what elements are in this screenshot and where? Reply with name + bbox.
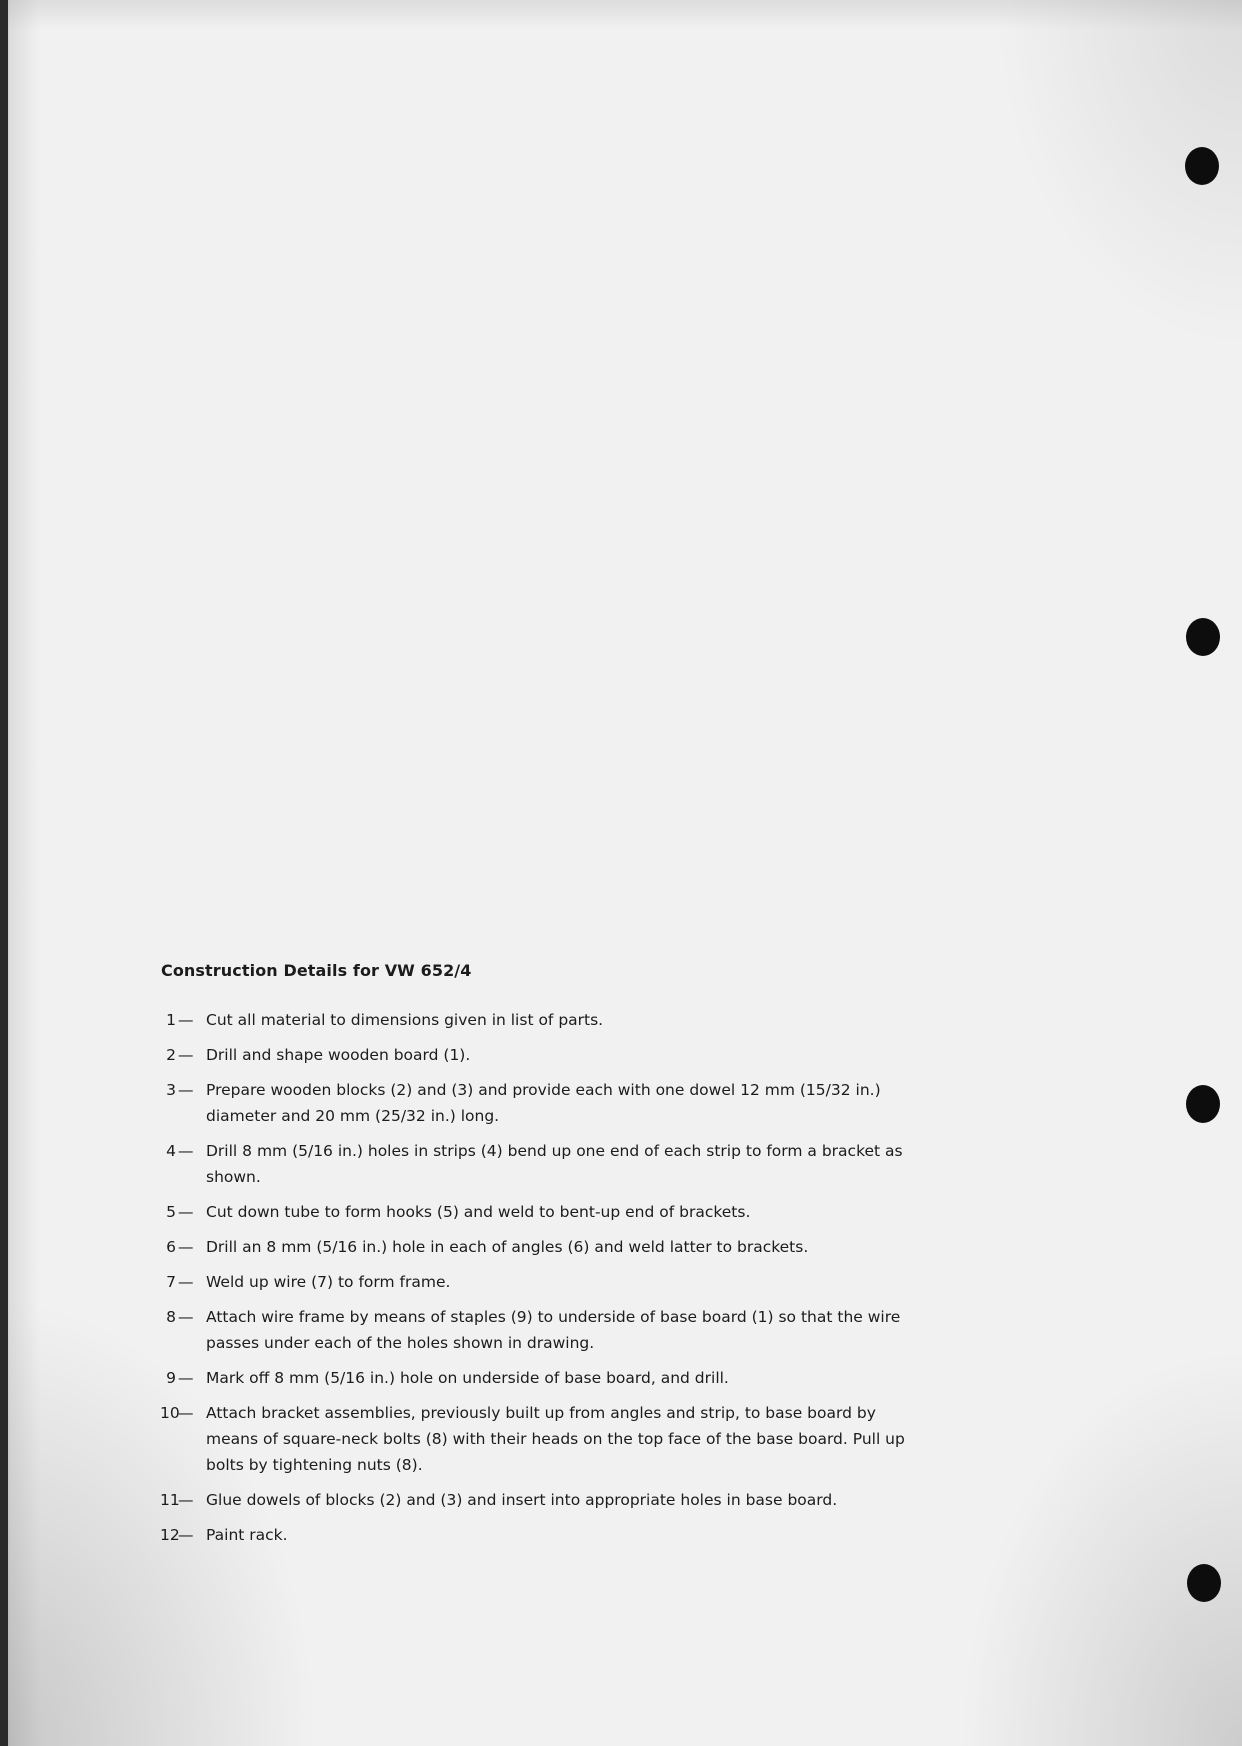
punch-hole-bottom [1187, 1564, 1221, 1602]
step-number-value: 9 [166, 1369, 176, 1387]
list-item [160, 1234, 920, 1260]
step-number [160, 1042, 206, 1068]
step-number-value: 8 [166, 1308, 176, 1326]
list-item [160, 1138, 920, 1190]
list-item [160, 1269, 920, 1295]
scan-edge-shadow [0, 0, 8, 1746]
step-number [160, 1522, 206, 1548]
step-dash: — [178, 1238, 194, 1256]
list-item [160, 1304, 920, 1356]
step-text: Attach wire frame by means of staples (9) to underside of base board (1) so that the wire passes under each of the holes shown in drawing. [206, 1308, 901, 1352]
step-number-value: 7 [166, 1273, 176, 1291]
step-dash: — [178, 1142, 194, 1160]
list-item [160, 1042, 920, 1068]
punch-hole-upper-middle [1186, 618, 1220, 656]
construction-steps-list [160, 1007, 920, 1557]
step-number [160, 1077, 206, 1103]
step-number-value: 3 [166, 1081, 176, 1099]
step-text: Weld up wire (7) to form frame. [206, 1273, 451, 1291]
list-item [160, 1522, 920, 1548]
step-number [160, 1269, 206, 1295]
list-item [160, 1077, 920, 1129]
step-number [160, 1007, 206, 1033]
list-item [160, 1199, 920, 1225]
step-number [160, 1365, 206, 1391]
step-text: Cut down tube to form hooks (5) and weld to bent-up end of brackets. [206, 1203, 751, 1221]
step-dash: — [178, 1404, 194, 1422]
step-text: Cut all material to dimensions given in list of parts. [206, 1011, 604, 1029]
step-number [160, 1304, 206, 1330]
list-item [160, 1365, 920, 1391]
step-number-value: 1 [166, 1011, 176, 1029]
step-text: Drill and shape wooden board (1). [206, 1046, 471, 1064]
step-dash: — [178, 1491, 194, 1509]
step-dash: — [178, 1011, 194, 1029]
step-number [160, 1400, 206, 1426]
step-text: Paint rack. [206, 1526, 288, 1544]
list-item [160, 1487, 920, 1513]
punch-hole-lower-middle [1186, 1085, 1220, 1123]
section-heading: Construction Details for VW 652/4 [161, 961, 472, 980]
step-text: Glue dowels of blocks (2) and (3) and insert into appropriate holes in base board. [206, 1491, 838, 1509]
step-number [160, 1487, 206, 1513]
step-number [160, 1234, 206, 1260]
step-text: Attach bracket assemblies, previously built up from angles and strip, to base board by means of square-neck bolts (8) with their heads on the top face of the base board. Pull up bolts by tightening nuts (8). [206, 1404, 905, 1474]
step-number-value: 6 [166, 1238, 176, 1256]
step-dash: — [178, 1203, 194, 1221]
step-number-value: 4 [166, 1142, 176, 1160]
step-text: Mark off 8 mm (5/16 in.) hole on underside of base board, and drill. [206, 1369, 729, 1387]
step-text: Drill 8 mm (5/16 in.) holes in strips (4) bend up one end of each strip to form a bracket as shown. [206, 1142, 903, 1186]
step-text: Drill an 8 mm (5/16 in.) hole in each of angles (6) and weld latter to brackets. [206, 1238, 809, 1256]
step-dash: — [178, 1308, 194, 1326]
step-number-value: 10 [160, 1404, 180, 1422]
step-number-value: 5 [166, 1203, 176, 1221]
step-dash: — [178, 1273, 194, 1291]
step-number-value: 2 [166, 1046, 176, 1064]
punch-hole-top [1185, 147, 1219, 185]
step-number-value: 11 [160, 1491, 180, 1509]
step-number [160, 1199, 206, 1225]
step-dash: — [178, 1081, 194, 1099]
step-dash: — [178, 1046, 194, 1064]
list-item [160, 1400, 920, 1478]
step-dash: — [178, 1526, 194, 1544]
step-number [160, 1138, 206, 1164]
step-dash: — [178, 1369, 194, 1387]
step-number-value: 12 [160, 1526, 180, 1544]
list-item [160, 1007, 920, 1033]
step-text: Prepare wooden blocks (2) and (3) and provide each with one dowel 12 mm (15/32 in.) diameter and 20 mm (25/32 in.) long. [206, 1081, 881, 1125]
